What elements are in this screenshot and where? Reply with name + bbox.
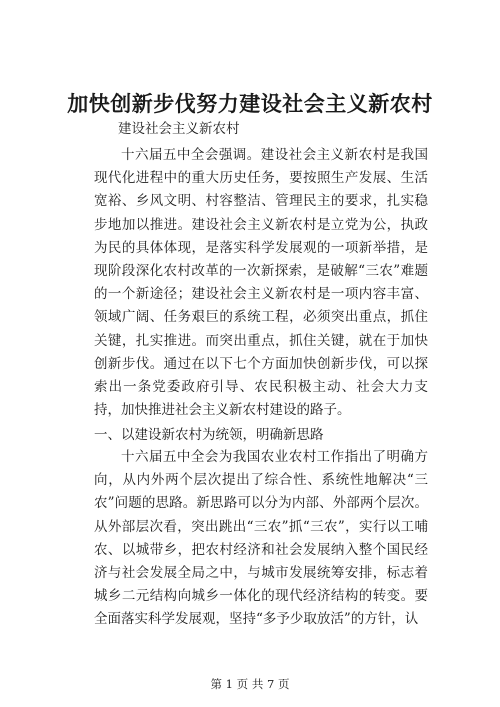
document-title: 加快创新步伐努力建设社会主义新农村 (67, 91, 433, 116)
document-subtitle: 建设社会主义新农村 (118, 121, 240, 137)
paragraph-intro: 十六届五中全会强调。建设社会主义新农村是我国现代化进程中的重大历史任务，要按照生产发展、生活宽裕、乡风文明、村容整洁、管理民主的要求，扎实稳步地加以推进。建设社会主义新农村是立党为公，执政为民的具体体现，是落实科学发展观的一项新举措，是现阶段深化农村改革的一次新探索，是破解“三农”难题的一个新途径；建设社会主义新农村是一项内容丰富、领域广阔、任务艰巨的系统工程，必须突出重点，抓住关键，扎实推进。而突出重点，抓住关键，就在于加快创新步伐。通过在以下七个方面加快创新步伐，可以探索出一条党委政府引导、农民积极主动、社会大力支持，加快推进社会主义新农村建设的路子。 (94, 147, 428, 419)
page-number-footer: 第 1 页 共 7 页 (210, 677, 290, 691)
section-heading-1: 一、以建设新农村为统领，明确新思路 (94, 427, 324, 443)
paragraph-section-1: 十六届五中全会为我国农业农村工作指出了明确方向，从内外两个层次提出了综合性、系统性地解决“三农”问题的思路。新思路可以分为内部、外部两个层次。从外部层次看，突出跳出“三农”抓“三农”，实行以工哺农、以城带乡，把农村经济和社会发展纳入整个国民经济与社会发展全局之中，与城市发展统筹安排，标志着城乡二元结构向城乡一体化的现代经济结构的转变。要全面落实科学发展观，坚持“多予少取放活”的方针，认 (94, 449, 428, 628)
